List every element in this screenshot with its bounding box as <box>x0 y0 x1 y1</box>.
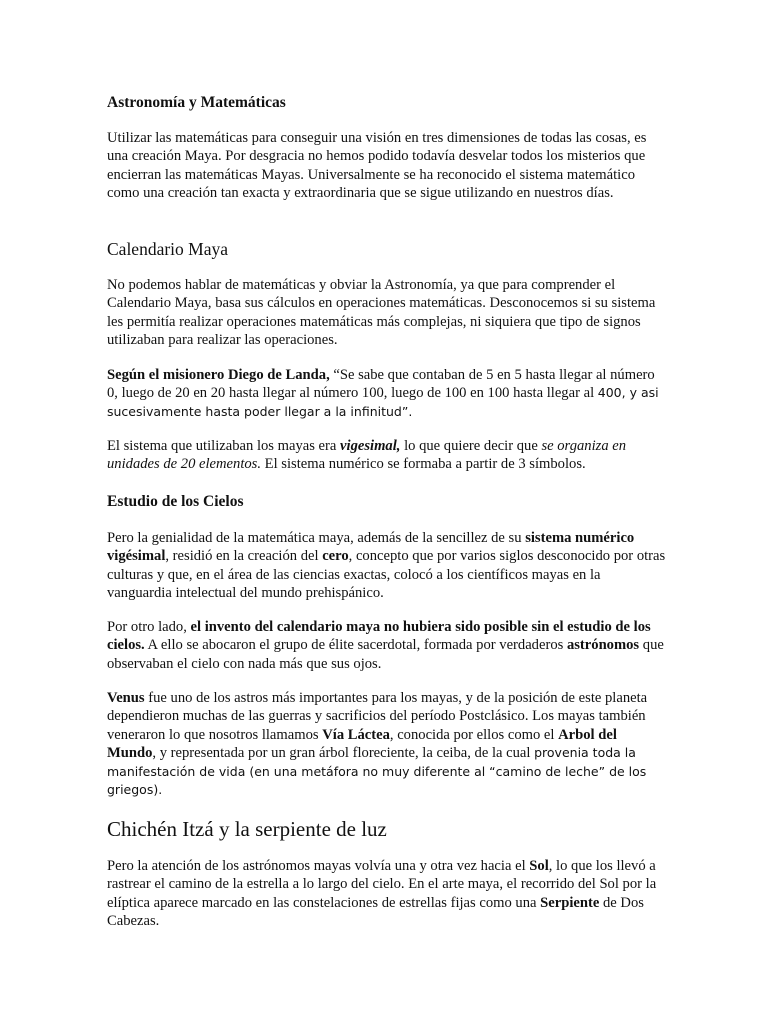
cero-b: sistema numérico vigésimal <box>107 530 635 565</box>
vig-c: lo que quiere decir que <box>400 438 542 454</box>
cielos-b: el invento del calendario maya no hubiera sido posible sin el estudio de los cielos. <box>107 619 651 654</box>
vig-d: se organiza en unidades de 20 elementos. <box>107 438 627 473</box>
heading-calendario: Calendario Maya <box>107 239 228 259</box>
venus-alt: provenia toda la manifestación de vida (en una metáfora no muy diferente al “camino de leche” de los griegos). <box>107 745 647 798</box>
sol-c: , lo que los llevó a rastrear el camino de la estrella a lo largo del cielo. En el arte maya, el recorrido del Sol por la elíptica aparece marcado en las constelaciones de estrellas fijas como una <box>107 858 657 911</box>
venus-d: , conocida por ellos como el <box>389 726 559 743</box>
vig-e: El sistema numérico se formaba a partir de 3 símbolos. <box>261 456 586 473</box>
paragraph-sol <box>107 857 667 931</box>
cero-c: , residió en la creación del <box>165 548 323 565</box>
cielos-c: A ello se abocaron el grupo de élite sacerdotal, formada por verdaderos <box>144 637 567 654</box>
cero-d: cero <box>322 548 349 565</box>
heading-chichen: Chichén Itzá y la serpiente de luz <box>107 817 387 841</box>
paragraph-cielos <box>107 618 667 673</box>
sol-b: Sol <box>529 858 549 874</box>
cero-a: Pero la genialidad de la matemática maya, además de la sencillez de su <box>107 530 526 546</box>
cero-e: , concepto que por varios siglos desconocido por otras culturas y que, en el área de las ciencias exactas, colocó a los científicos mayas en la vanguardia intelectual del mundo prehispánico. <box>107 548 666 602</box>
landa-quote-end: 400, y asi sucesivamente hasta poder llegar a la infinitud”. <box>107 385 659 419</box>
paragraph-vigesimal <box>107 437 667 474</box>
venus-f: , y representada por un gran árbol floreciente, la ceiba, de la cual <box>152 745 535 762</box>
sol-a: Pero la atención de los astrónomos mayas volvía una y otra vez hacia el <box>107 858 530 874</box>
paragraph-cero <box>107 529 667 603</box>
vig-a: El sistema que utilizaban los mayas era <box>107 438 341 454</box>
paragraph-venus <box>107 689 667 799</box>
sol-e: de Dos Cabezas. <box>107 894 644 930</box>
sol-d: Serpiente <box>540 894 600 911</box>
landa-bold: Según el misionero Diego de Landa, <box>107 367 330 383</box>
paragraph-landa <box>107 366 667 421</box>
heading-estudio: Estudio de los Cielos <box>107 493 244 510</box>
paragraph-intro: Utilizar las matemáticas para conseguir una visión en tres dimensiones de todas las cosas, es una creación Maya. Por desgracia no hemos podido todavía desvelar todos los misterios que encierran las matemáticas Mayas. Universalmente se ha reconocido el sistema matemático como una creación tan exacta y extraordinaria que se sigue utilizando en nuestros días. <box>107 130 647 202</box>
venus-a: Venus <box>107 690 145 706</box>
cielos-a: Por otro lado, <box>107 619 191 635</box>
venus-e: Arbol del Mundo <box>107 726 617 762</box>
venus-b: fue uno de los astros más importantes para los mayas, y de la posición de este planeta dependieron muchas de las guerras y sacrificios del período Postclásico. Los mayas también veneraron lo que nosotros llamamos <box>107 690 648 743</box>
heading-astronomia: Astronomía y Matemáticas <box>107 94 286 111</box>
paragraph-calendario-1: No podemos hablar de matemáticas y obviar la Astronomía, ya que para comprender el Calendario Maya, basa sus cálculos en operaciones matemáticas. Desconocemos si su sistema les permitía realizar operaciones matemáticas más complejas, ni siquiera que tipo de signos utilizaban para realizar las operaciones. <box>107 277 656 349</box>
vig-b: vigesimal, <box>340 438 401 454</box>
cielos-e: que observaban el cielo con nada más que sus ojos. <box>107 637 664 672</box>
landa-quote: “Se sabe que contaban de 5 en 5 hasta llegar al número 0, luego de 20 en 20 hasta llegar al número 100, luego de 100 en 100 hasta llegar al <box>107 367 655 402</box>
venus-c: Vía Láctea <box>322 726 390 743</box>
cielos-d: astrónomos <box>566 637 640 654</box>
